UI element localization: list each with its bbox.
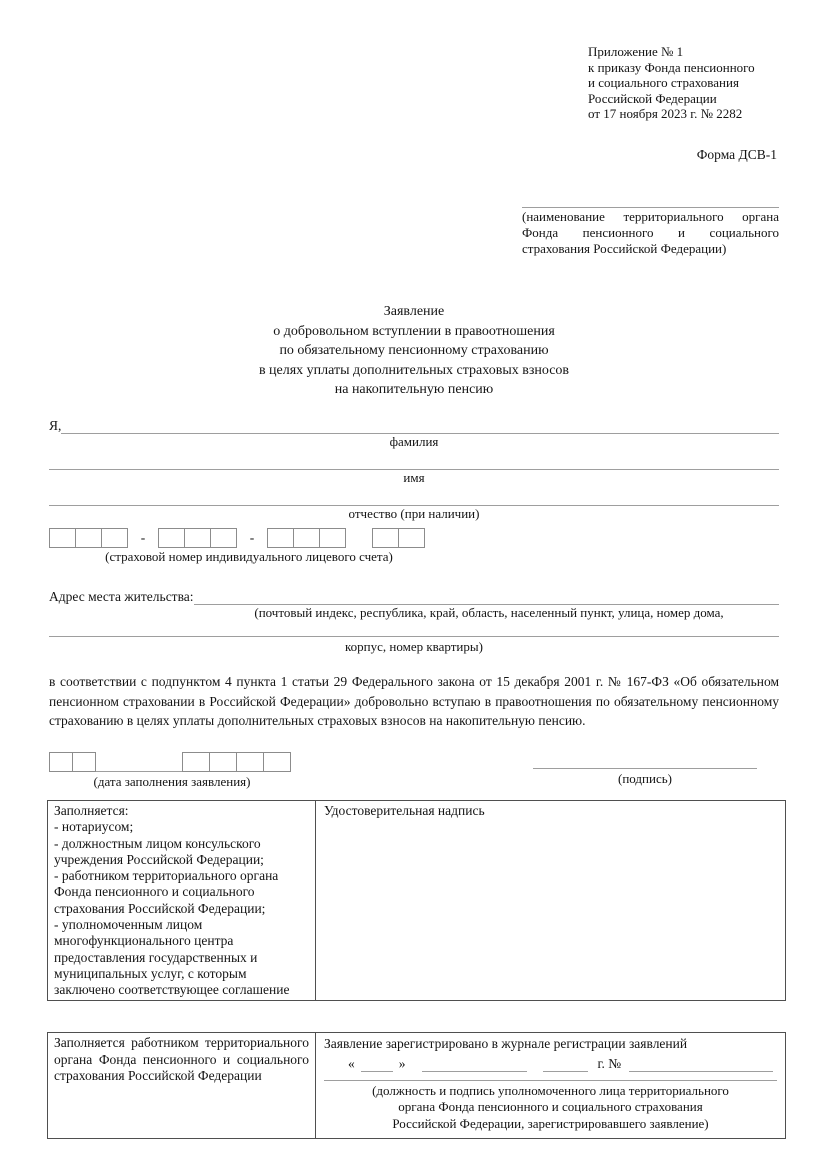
date-box-row [49,751,295,772]
filing-date-block [49,751,295,790]
title-line: Заявление [383,304,445,319]
snils-cell[interactable] [372,528,399,548]
registration-day-blank[interactable] [361,1057,393,1072]
registration-journal-line: Заявление зарегистрировано в журнале регистрации заявлений [324,1036,688,1051]
form-code-label: Форма ДСВ-1 [696,147,777,162]
official-caption-line: (должность и подпись уполномоченного лица территориального [372,1083,729,1098]
snils-group-1 [49,528,128,548]
date-day-cell[interactable] [72,752,96,772]
registration-year-blank[interactable] [543,1057,588,1072]
certification-inscription-cell[interactable] [316,801,785,1000]
address-input-line-2[interactable] [49,621,779,637]
snils-cell[interactable] [49,528,76,548]
snils-cell[interactable] [319,528,346,548]
address-caption-2: корпус, номер квартиры) [345,639,483,654]
cert-left-item: - должностным лицом консульского учреждения Российской Федерации; [54,835,264,867]
snils-group-2 [158,528,237,548]
official-caption-line: органа Фонда пенсионного и социального страхования [398,1099,703,1115]
snils-cell[interactable] [267,528,294,548]
signature-caption: (подпись) [618,771,672,786]
appendix-line: к приказу Фонда пенсионного [588,59,755,75]
date-year-group [182,752,291,772]
snils-cell[interactable] [398,528,425,548]
certification-table [47,800,786,1001]
cert-left-item: - уполномоченным лицом многофункционального центра предоставления государственных и муниципальных услуг, с которым заключено соответствующее соглашение [54,917,290,998]
registration-date-row [324,1052,777,1072]
org-name-block [522,197,779,258]
quote-close: » [398,1056,406,1071]
registration-table [47,1032,786,1139]
snils-cell[interactable] [75,528,102,548]
cert-left-item: - нотариусом; [54,819,134,835]
date-year-cell[interactable] [182,752,210,772]
title-line: на накопительную пенсию [334,382,494,397]
address-caption-1: (почтовый индекс, республика, край, область, населенный пункт, улица, номер дома, [254,605,724,620]
given-name-caption: имя [403,470,425,485]
appendix-line: Приложение № 1 [588,44,684,59]
snils-cell[interactable] [158,528,185,548]
registration-note-cell: Заполняется работником территориального органа Фонда пенсионного и социального страхования Российской Федерации [48,1033,316,1138]
cert-right-heading: Удостоверительная надпись [324,803,485,818]
appendix-line: Российской Федерации [588,90,717,106]
title-line: о добровольном вступлении в правоотношения [273,323,555,339]
appendix-line: и социального страхования [588,75,739,91]
date-year-cell[interactable] [263,752,291,772]
date-caption: (дата заполнения заявления) [93,774,251,789]
snils-check-group [372,528,425,548]
statement-paragraph: в соответствии с подпунктом 4 пункта 1 статьи 29 Федерального закона от 15 декабря 2001 г. № 167-ФЗ «Об обязательном пенсионном страховании в Российской Федерации» добровольно вступаю в правоотношения по обязательному пенсионному страхованию в целях уплаты дополнительных страховых взносов на накопительную пенсию. [49,674,779,728]
registration-month-blank[interactable] [422,1057,527,1072]
date-month-input-line[interactable] [96,751,182,772]
official-caption-line: Российской Федерации, зарегистрировавшего заявление) [392,1115,709,1131]
surname-caption: фамилия [389,434,439,449]
patronymic-input-line[interactable] [49,487,779,506]
certification-fillers-cell [48,801,316,1000]
full-name-block [49,417,779,523]
registration-record-cell [316,1033,785,1138]
snils-block [49,528,449,565]
i-prefix-label: Я, [49,418,62,433]
date-day-group [49,752,96,772]
snils-cell[interactable] [101,528,128,548]
document-title [49,302,779,400]
given-name-input-line[interactable] [49,451,779,470]
snils-box-row [49,528,449,548]
snils-cell[interactable] [210,528,237,548]
org-name-input-line[interactable] [522,197,779,208]
org-name-caption: (наименование территориального органа Фонда пенсионного и социального страхования Российской Федерации) [522,209,779,257]
snils-cell[interactable] [184,528,211,548]
title-line: по обязательному пенсионному страхованию [279,343,549,358]
quote-open: « [348,1056,355,1071]
snils-group-3 [267,528,346,548]
official-signature-line[interactable] [324,1072,777,1081]
appendix-line: от 17 ноября 2023 г. № 2282 [588,106,743,122]
cert-left-heading: Заполняется: [54,803,129,818]
date-year-cell[interactable] [209,752,237,772]
snils-separator: - [140,530,146,545]
signature-block [533,751,757,787]
date-year-cell[interactable] [236,752,264,772]
address-label: Адрес места жительства: [49,589,194,604]
registration-number-blank[interactable] [629,1057,773,1072]
snils-caption: (страховой номер индивидуального лицевого счета) [105,549,393,564]
snils-separator: - [249,530,255,545]
patronymic-caption: отчество (при наличии) [348,506,480,521]
address-block [49,588,779,655]
snils-cell[interactable] [293,528,320,548]
signature-input-line[interactable] [533,751,757,769]
date-day-cell[interactable] [49,752,73,772]
title-line: в целях уплаты дополнительных страховых взносов [258,362,570,378]
cert-left-item: - работником территориального органа Фонда пенсионного и социального страхования Российской Федерации; [54,868,279,916]
registration-number-label: г. № [597,1056,622,1071]
appendix-note [588,44,780,122]
